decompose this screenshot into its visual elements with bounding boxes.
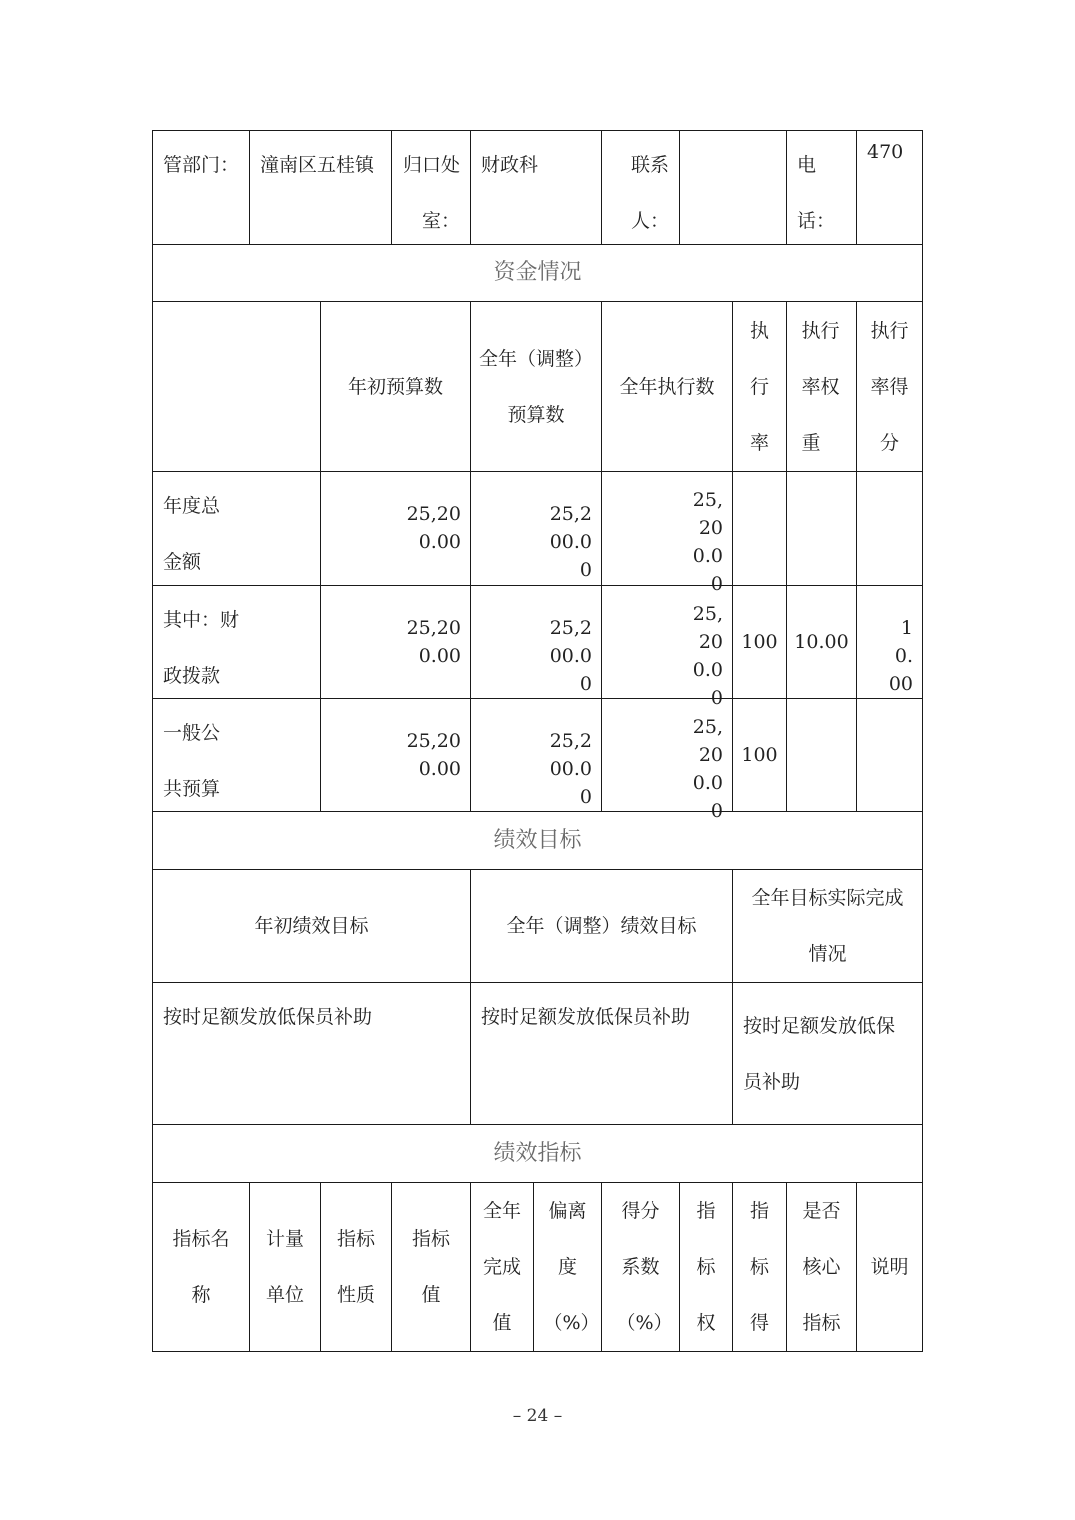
funds-header-score: 执行率得分 xyxy=(856,301,923,472)
goals-value-initial: 按时足额发放低保员补助 xyxy=(152,982,471,1125)
funds-row-rate: 100 xyxy=(732,585,787,699)
goals-header-initial: 年初绩效目标 xyxy=(152,869,471,983)
funds-row-executed: 25,200.00 xyxy=(601,471,733,586)
indicator-header-value: 指标值 xyxy=(391,1182,471,1352)
funds-row-adjusted: 25,200.00 xyxy=(470,471,602,586)
indicators-section-title: 绩效指标 xyxy=(152,1124,923,1183)
funds-row-weight: 10.00 xyxy=(786,585,857,699)
page-number: – 24 – xyxy=(512,1406,563,1426)
office-label: 归口处室： xyxy=(391,130,471,245)
funds-row-initial: 25,200.00 xyxy=(320,471,471,586)
funds-header-weight: 执行率权重 xyxy=(786,301,857,472)
funds-row-executed: 25,200.00 xyxy=(601,698,733,812)
indicator-header-unit: 计量单位 xyxy=(249,1182,321,1352)
funds-row-adjusted: 25,200.00 xyxy=(470,585,602,699)
indicator-header-score: 指标得 xyxy=(732,1182,787,1352)
funds-section-title: 资金情况 xyxy=(152,244,923,302)
office-value: 财政科 xyxy=(470,130,602,245)
funds-row-label: 一般公共预算 xyxy=(152,698,321,812)
funds-header-blank xyxy=(152,301,321,472)
funds-row-rate: 100 xyxy=(732,698,787,812)
funds-row-adjusted: 25,200.00 xyxy=(470,698,602,812)
phone-label: 电话： xyxy=(786,130,857,245)
funds-row-label: 其中：财政拨款 xyxy=(152,585,321,699)
funds-row-initial: 25,200.00 xyxy=(320,585,471,699)
goals-header-actual: 全年目标实际完成情况 xyxy=(732,869,923,983)
funds-row-label: 年度总金额 xyxy=(152,471,321,586)
indicator-header-core: 是否核心指标 xyxy=(786,1182,857,1352)
indicator-header-deviation: 偏离度（%） xyxy=(533,1182,602,1352)
contact-label: 联系人： xyxy=(601,130,680,245)
funds-row-rate xyxy=(732,471,787,586)
indicator-header-completed: 全年完成值 xyxy=(470,1182,534,1352)
funds-header-executed: 全年执行数 xyxy=(601,301,733,472)
goals-value-actual: 按时足额发放低保员补助 xyxy=(732,982,923,1125)
indicator-header-weight: 指标权 xyxy=(679,1182,733,1352)
indicator-header-nature: 指标性质 xyxy=(320,1182,392,1352)
goals-value-adjusted: 按时足额发放低保员补助 xyxy=(470,982,733,1125)
indicator-header-coefficient: 得分系数（%） xyxy=(601,1182,680,1352)
contact-value xyxy=(679,130,787,245)
funds-row-weight xyxy=(786,471,857,586)
dept-value: 潼南区五桂镇 xyxy=(249,130,392,245)
funds-row-score xyxy=(856,471,923,586)
dept-label: 管部门： xyxy=(152,130,250,245)
indicator-header-note: 说明 xyxy=(856,1182,923,1352)
funds-header-rate: 执行率 xyxy=(732,301,787,472)
funds-header-adjusted: 全年（调整）预算数 xyxy=(470,301,602,472)
funds-row-score xyxy=(856,698,923,812)
funds-row-weight xyxy=(786,698,857,812)
funds-row-initial: 25,200.00 xyxy=(320,698,471,812)
goals-header-adjusted: 全年（调整）绩效目标 xyxy=(470,869,733,983)
indicator-header-name: 指标名称 xyxy=(152,1182,250,1352)
phone-value: 470 xyxy=(856,130,923,245)
funds-header-initial: 年初预算数 xyxy=(320,301,471,472)
funds-row-executed: 25,200.00 xyxy=(601,585,733,699)
funds-row-score: 10.00 xyxy=(856,585,923,699)
goals-section-title: 绩效目标 xyxy=(152,811,923,870)
